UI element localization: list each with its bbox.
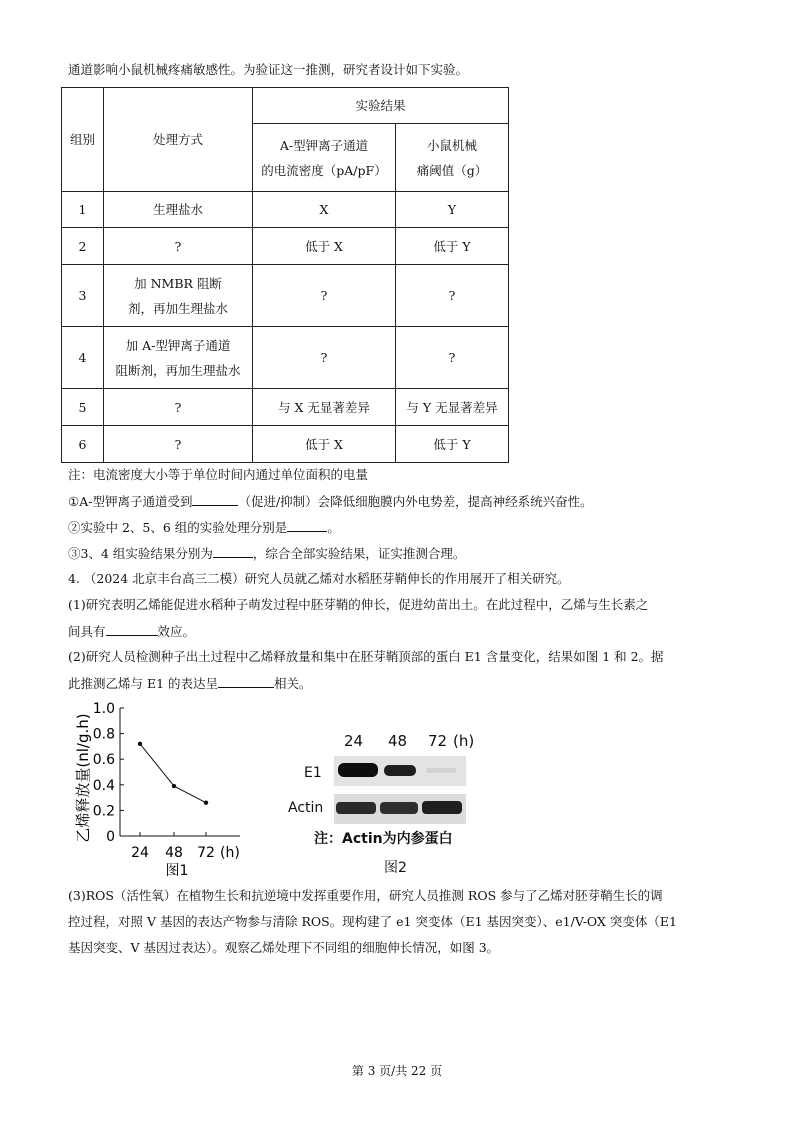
e1-row-label: E1 — [304, 765, 322, 781]
actin-band-72h — [422, 801, 462, 814]
western-blot-figure — [286, 726, 486, 882]
time-24-label: 24 — [344, 732, 364, 750]
series-line — [140, 744, 206, 803]
table-row: 5 ? 与 X 无显著差异 与 Y 无显著差异 — [62, 389, 509, 426]
answer-blank[interactable] — [218, 675, 274, 688]
answer-blank[interactable] — [192, 493, 238, 506]
answer-blank[interactable] — [106, 623, 158, 636]
header-current: A-型钾离子通道 的电流密度（pA/pF） — [253, 124, 396, 192]
question-2: ②实验中 2、5、6 组的实验处理分别是 。 — [68, 520, 340, 535]
time-unit-label: (h) — [453, 732, 475, 750]
y-tick-label: 0 — [106, 829, 115, 845]
question-1: ①A-型钾离子通道受到 （促进/抑制）会降低细胞膜内外电势差，提高神经系统兴奋性。 — [68, 494, 593, 509]
problem-4-2-line1: (2)研究人员检测种子出土过程中乙烯释放量和集中在胚芽鞘顶部的蛋白 E1 含量变化，结果如图 1 和 2。据 — [68, 649, 664, 664]
header-group: 组别 — [62, 88, 104, 192]
e1-band-48h — [384, 765, 416, 776]
y-tick-label: 0.6 — [92, 752, 115, 769]
table-row: 2 ? 低于 X 低于 Y — [62, 228, 509, 265]
table-row: 4 加 A-型钾离子通道 阻断剂，再加生理盐水 ? ? — [62, 327, 509, 389]
x-tick-label: 24 — [131, 845, 149, 861]
problem-4-1-line1: (1)研究表明乙烯能促进水稻种子萌发过程中胚芽鞘的伸长，促进幼苗出土。在此过程中，乙烯与生长素之 — [68, 597, 649, 612]
actin-band-24h — [336, 802, 376, 814]
blot-note: 注：Actin为内参蛋白 — [314, 831, 453, 847]
actin-band-48h — [380, 802, 418, 814]
x-tick-label: 72 — [197, 845, 215, 861]
data-point — [172, 784, 176, 788]
data-point — [138, 742, 142, 746]
e1-band-72h — [426, 768, 456, 773]
y-tick-label: 0.8 — [92, 726, 115, 743]
figure-1-caption: 图1 — [165, 863, 189, 879]
ethylene-release-chart — [70, 700, 250, 880]
table-row: 6 ? 低于 X 低于 Y — [62, 426, 509, 463]
header-results: 实验结果 — [253, 88, 509, 124]
table-row: 1 生理盐水 X Y — [62, 192, 509, 228]
answer-blank[interactable] — [213, 545, 253, 558]
header-method: 处理方式 — [104, 88, 253, 192]
y-tick-label: 1.0 — [92, 701, 115, 717]
time-72-label: 72 — [428, 732, 448, 750]
answer-blank[interactable] — [287, 519, 327, 532]
intro-text: 通道影响小鼠机械疼痛敏感性。为验证这一推测，研究者设计如下实验。 — [68, 62, 469, 77]
problem-4-title: 4. （2024 北京丰台高三二模）研究人员就乙烯对水稻胚芽鞘伸长的作用展开了相关研究。 — [68, 571, 570, 586]
figure-2-caption: 图2 — [384, 860, 407, 876]
x-axis-unit: (h) — [220, 845, 240, 861]
page-footer: 第 3 页/共 22 页 — [351, 1064, 443, 1078]
y-axis-label: 乙烯释放量(nl/g.h) — [74, 713, 92, 843]
e1-band-24h — [338, 763, 378, 777]
problem-4-3-line1: (3)ROS（活性氧）在植物生长和抗逆境中发挥重要作用，研究人员推测 ROS 参与了乙烯对胚芽鞘生长的调 — [68, 888, 663, 903]
x-tick-label: 48 — [165, 845, 183, 861]
actin-row-label: Actin — [288, 800, 324, 816]
problem-4-3-line2: 控过程，对照 V 基因的表达产物参与清除 ROS。现构建了 e1 突变体（E1 基因突变）、e1/V-OX 突变体（E1 — [68, 914, 677, 929]
experiment-table — [61, 87, 509, 463]
problem-4-1-line2: 间具有 效应。 — [68, 624, 196, 639]
header-threshold: 小鼠机械 痛阈值（g） — [396, 124, 509, 192]
time-48-label: 48 — [388, 732, 408, 750]
table-row: 3 加 NMBR 阻断 剂，再加生理盐水 ? ? — [62, 265, 509, 327]
question-3: ③3、4 组实验结果分别为 ，综合全部实验结果，证实推测合理。 — [68, 546, 466, 561]
table-note: 注：电流密度大小等于单位时间内通过单位面积的电量 — [68, 467, 369, 482]
y-tick-label: 0.4 — [92, 777, 115, 794]
problem-4-2-line2: 此推测乙烯与 E1 的表达呈 相关。 — [68, 676, 312, 691]
y-tick-label: 0.2 — [92, 803, 115, 820]
data-point — [204, 801, 208, 805]
problem-4-3-line3: 基因突变、V 基因过表达）。观察乙烯处理下不同组的细胞伸长情况，如图 3。 — [68, 940, 500, 955]
